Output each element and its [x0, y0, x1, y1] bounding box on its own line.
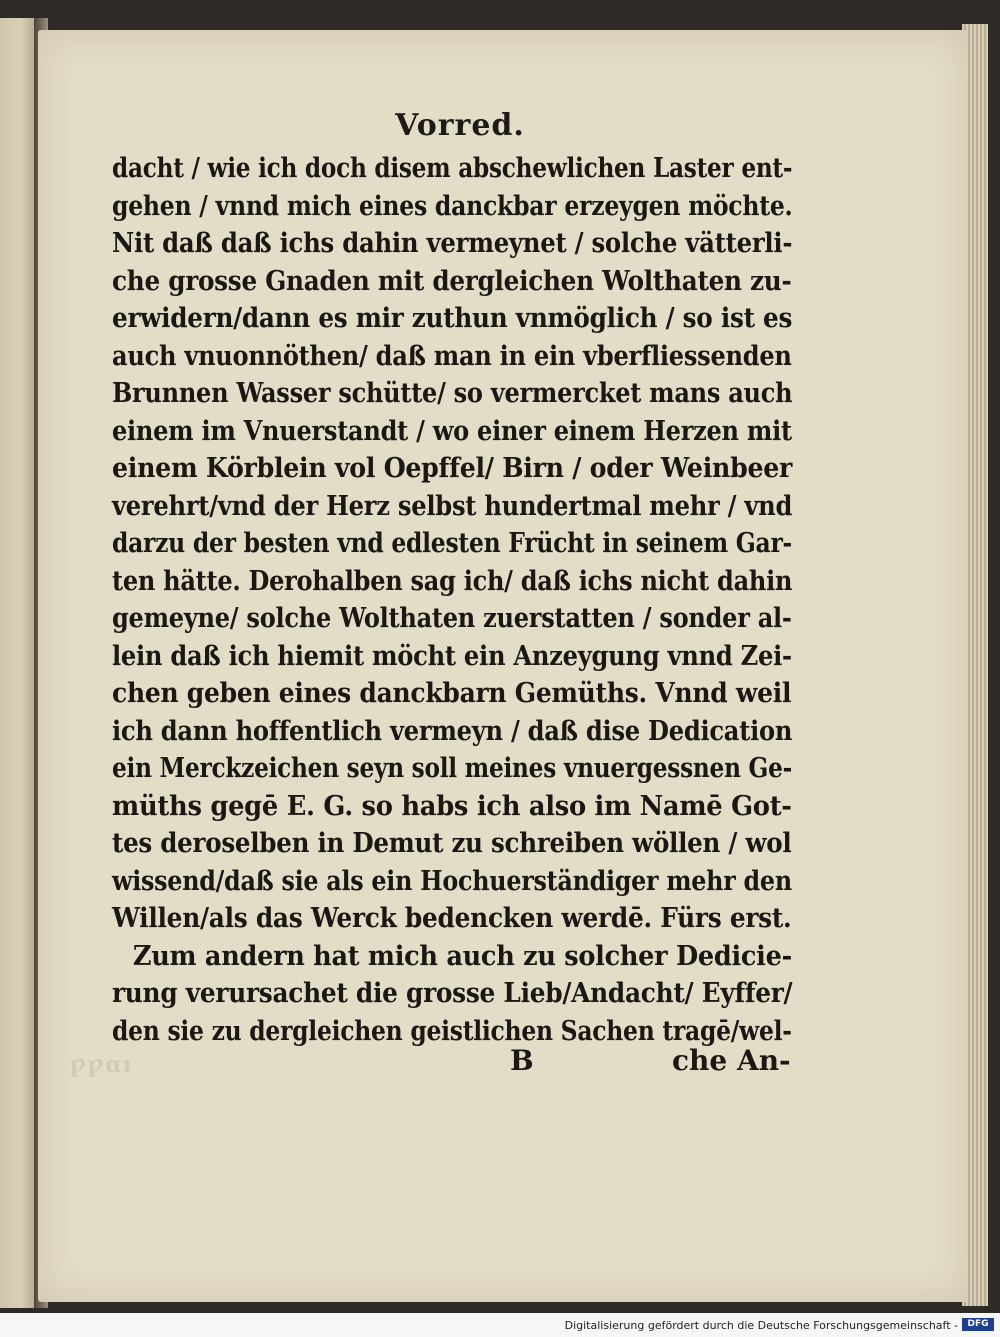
text-line: gemeyne/ solche Wolthaten zuerstatten / sonder al- [112, 603, 792, 634]
footer-bar [0, 1313, 1000, 1337]
catchword: che An- [672, 1044, 791, 1077]
text-line: müths gegē E. G. so habs ich also im Namē Got- [112, 790, 792, 822]
funding-credit: Digitalisierung gefördert durch die Deutsche Forschungsgemeinschaft - [564, 1319, 958, 1332]
text-line: rung verursachet die grosse Lieb/Andacht/ Eyffer/ [112, 978, 793, 1009]
text-line: einem im Vnuerstandt / wo einer einem Herzen mit [112, 415, 792, 447]
text-line: ten hätte. Derohalben sag ich/ daß ichs nicht dahin [112, 565, 793, 597]
previous-page-edge [0, 18, 36, 1308]
text-line: dacht / wie ich doch disem abschewlichen Laster ent- [112, 153, 793, 184]
text-line: Zum andern hat mich auch zu solcher Dedicie- [132, 940, 792, 972]
text-line: Nit daß daß ichs dahin vermeynet / solche vätterli- [112, 228, 793, 259]
text-line: darzu der besten vnd edlesten Frücht in seinem Gar- [112, 528, 793, 559]
text-line: ein Merckzeichen seyn soll meines vnuergessnen Ge- [112, 753, 792, 784]
text-line: gehen / vnnd mich eines danckbar erzeygen möchte. [112, 190, 793, 222]
text-line: einem Körblein vol Oepffel/ Birn / oder Weinbeer [112, 453, 793, 484]
text-line: Willen/als das Werck bedencken werdē. Fürs erst. [112, 903, 792, 934]
text-line: lein daß ich hiemit möcht ein Anzeygung vnnd Zei- [112, 640, 792, 672]
text-line: verehrt/vnd der Herz selbst hundertmal mehr / vnd [112, 490, 793, 522]
text-line: Brunnen Wasser schütte/ so vermercket mans auch [112, 378, 793, 409]
text-line: tes deroselben in Demut zu schreiben wöllen / wol [112, 828, 792, 859]
text-line: chen geben eines danckbarn Gemüths. Vnnd weil [112, 678, 792, 709]
running-head: Vorred. [395, 108, 525, 143]
text-line: auch vnuonnöthen/ daß man in ein vberfliessenden [112, 340, 792, 372]
dfg-logo: DFG [962, 1318, 994, 1331]
text-line: ich dann hoffentlich vermeyn / daß dise Dedication [112, 715, 793, 747]
catch-line [510, 1044, 791, 1084]
text-line: che grosse Gnaden mit dergleichen Wolthaten zu- [112, 265, 792, 297]
bleed-through-text: ƿƿɑɪ [70, 1052, 134, 1078]
text-line: den sie zu dergleichen geistlichen Sachen tragē/wel- [112, 1015, 792, 1047]
signature-mark: B [510, 1044, 534, 1077]
body-text [112, 150, 792, 1050]
text-line: wissend/daß sie als ein Hochuerständiger mehr den [112, 865, 792, 897]
text-line: erwidern/dann es mir zuthun vnmöglich / so ist es [112, 303, 793, 334]
